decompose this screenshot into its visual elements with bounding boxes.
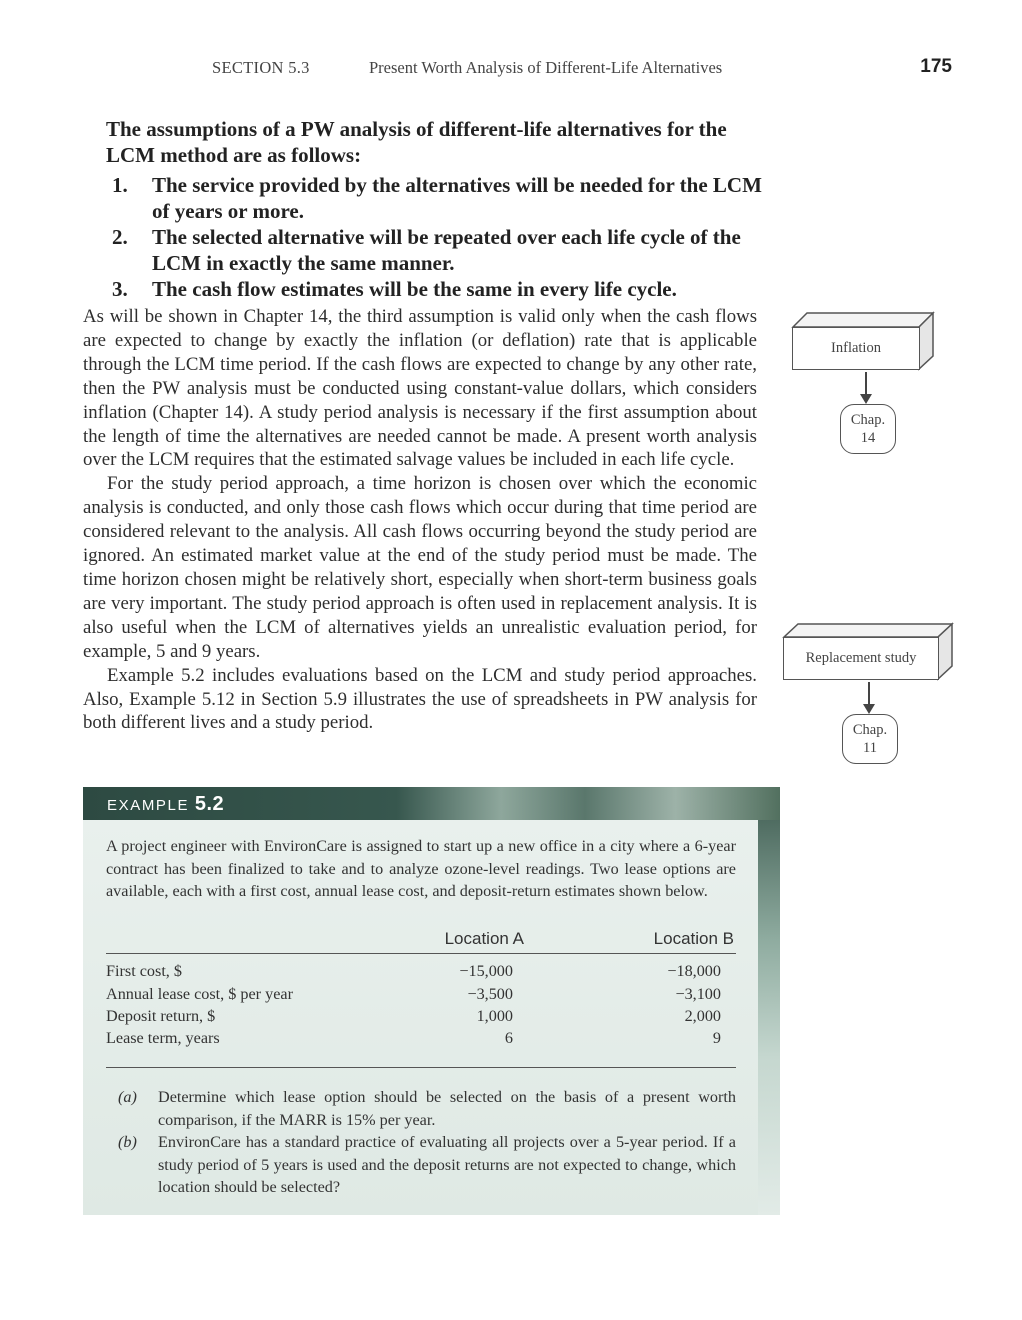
row-label: Lease term, years bbox=[106, 1029, 220, 1047]
margin-note-label: Replacement study bbox=[783, 637, 939, 680]
question-a bbox=[106, 1086, 736, 1131]
table-row bbox=[106, 985, 736, 1007]
value-a: 1,000 bbox=[476, 1007, 513, 1025]
table-header bbox=[106, 929, 736, 954]
chapter-reference bbox=[842, 714, 898, 764]
chapter-reference bbox=[840, 404, 896, 454]
example-number: 5.2 bbox=[194, 793, 225, 815]
example-label bbox=[107, 793, 224, 816]
column-header-location-b: Location B bbox=[653, 929, 734, 948]
body-text bbox=[83, 305, 757, 735]
running-header bbox=[212, 56, 952, 82]
column-header-location-a: Location A bbox=[444, 929, 524, 948]
down-arrow-icon bbox=[868, 682, 870, 712]
question-label: (a) bbox=[118, 1088, 137, 1106]
paragraph: As will be shown in Chapter 14, the third assumption is valid only when the cash flows are expected to change by exactly the inflation (or deflation) rate that is applicable through the LCM time period. If the cash flows are expected to change by any other rate, then the PW analysis must be conducted using constant-value dollars, which considers inflation (Chapter 14). A study period analysis is necessary if the first assumption about the length of time the alternatives are needed cannot be made. A present worth analysis over the LCM requires that the estimated salvage values be included in each life cycle. bbox=[83, 306, 757, 471]
paragraph: Example 5.2 includes evaluations based on the LCM and study period approaches. Also, Example 5.12 in Section 5.9 illustrates the use of spreadsheets in PW analysis for both different lives and a study period. bbox=[83, 664, 757, 734]
value-a: −15,000 bbox=[459, 962, 513, 980]
item-text: The cash flow estimates will be the same in every life cycle. bbox=[152, 277, 677, 301]
row-label: Annual lease cost, $ per year bbox=[106, 985, 293, 1003]
list-item bbox=[106, 172, 766, 224]
example-header-bar bbox=[83, 787, 780, 820]
example-intro: A project engineer with EnvironCare is assigned to start up a new office in a city where a 6-year contract has been finalized to take and to analyze ozone-level readings. Two lease options are available, each with a first cost, annual lease cost, and deposit-return estimates shown below. bbox=[106, 837, 736, 900]
question-label: (b) bbox=[118, 1133, 137, 1151]
row-label: Deposit return, $ bbox=[106, 1007, 216, 1025]
margin-note-box bbox=[792, 312, 934, 370]
page-number: 175 bbox=[920, 56, 952, 77]
margin-note-label: Inflation bbox=[792, 327, 920, 370]
item-text: The selected alternative will be repeated over each life cycle of the LCM in exactly the same manner. bbox=[152, 225, 741, 275]
table-row bbox=[106, 1007, 736, 1029]
section-number: SECTION 5.3 bbox=[212, 58, 310, 77]
question-text: Determine which lease option should be selected on the basis of a present worth comparison, if the MARR is 15% per year. bbox=[158, 1088, 736, 1129]
table-bottom-rule bbox=[106, 1067, 736, 1068]
table-row bbox=[106, 962, 736, 984]
paragraph: For the study period approach, a time horizon is chosen over which the economic analysis is conducted, and only those cash flows which occur during that time period are considered relevant to the analysis. All cash flows occurring beyond the study period are ignored. An estimated market value at the end of the study period must be made. The time horizon chosen might be relatively short, especially when short-term business goals are very important. The study period approach is often used in replacement analysis. It is also useful when the LCM of alternatives yields an unrealistic evaluation period, for example, 5 and 9 years. bbox=[83, 473, 757, 662]
value-b: −18,000 bbox=[667, 962, 721, 980]
down-arrow-icon bbox=[865, 372, 867, 402]
chapter-number: 11 bbox=[863, 740, 877, 756]
value-a: 6 bbox=[504, 1029, 513, 1047]
list-item bbox=[106, 224, 766, 276]
table-row bbox=[106, 1029, 736, 1051]
assumptions-heading: The assumptions of a PW analysis of different-life alternatives for the LCM method are as follows: bbox=[106, 117, 727, 167]
chapter-word: Chap. bbox=[850, 412, 886, 428]
item-number: 3. bbox=[112, 277, 128, 301]
chapter-number: 14 bbox=[860, 430, 876, 446]
item-number: 1. bbox=[112, 173, 128, 197]
chapter-word: Chap. bbox=[852, 722, 888, 738]
question-b bbox=[106, 1131, 736, 1199]
margin-note-box bbox=[783, 623, 953, 680]
question-text: EnvironCare has a standard practice of evaluating all projects over a 5-year period. If a study period of 5 years is used and the deposit returns are not expected to change, which location should be selected? bbox=[158, 1133, 736, 1196]
value-b: 2,000 bbox=[684, 1007, 721, 1025]
item-text: The service provided by the alternatives will be needed for the LCM of years or more. bbox=[152, 173, 762, 223]
example-word: EXAMPLE bbox=[107, 797, 190, 814]
assumptions-list bbox=[106, 172, 766, 302]
list-item bbox=[106, 276, 766, 302]
value-b: 9 bbox=[712, 1029, 721, 1047]
example-side-strip bbox=[758, 820, 780, 1215]
value-b: −3,100 bbox=[675, 985, 721, 1003]
value-a: −3,500 bbox=[467, 985, 513, 1003]
row-label: First cost, $ bbox=[106, 962, 182, 980]
section-title: Present Worth Analysis of Different-Life Alternatives bbox=[369, 58, 723, 77]
item-number: 2. bbox=[112, 225, 128, 249]
